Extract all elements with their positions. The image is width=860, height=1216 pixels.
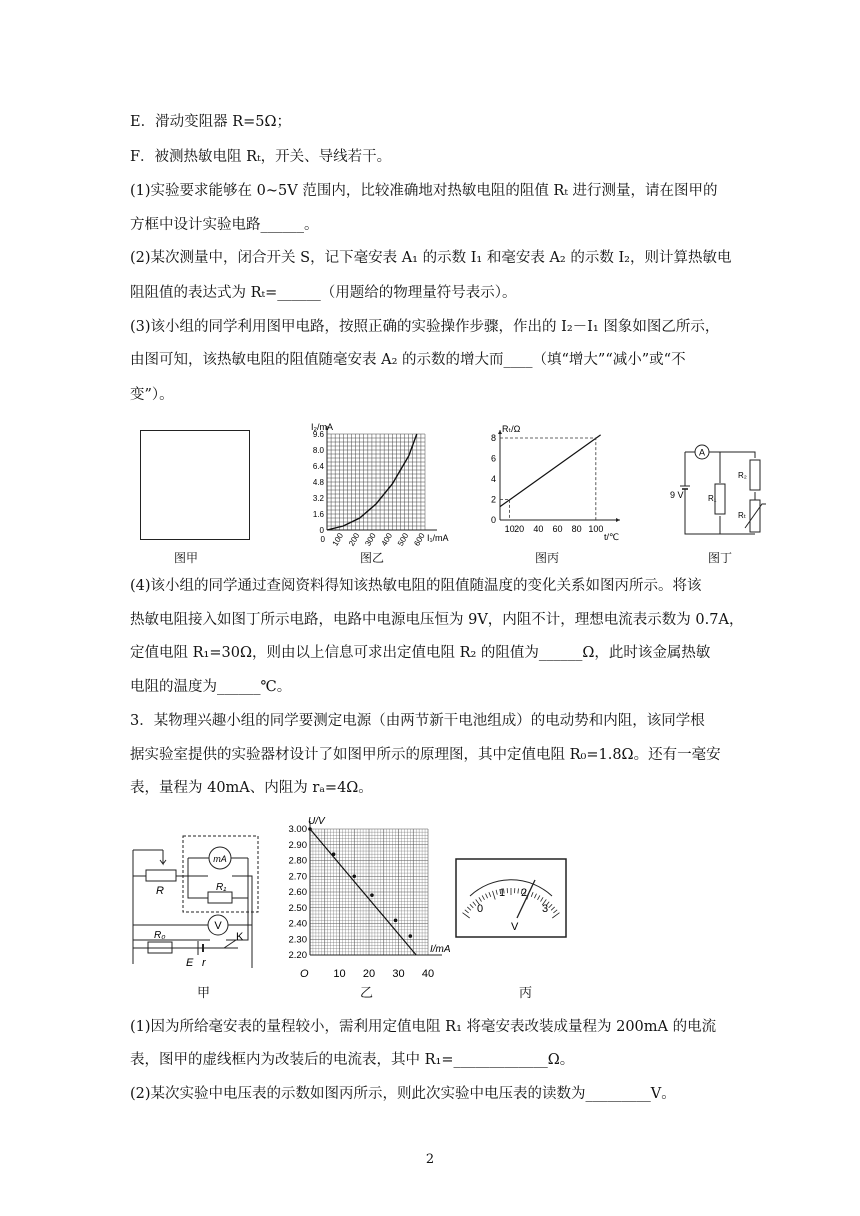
- tick-label: 0: [320, 535, 325, 544]
- switch-k: [208, 940, 236, 948]
- figure-caption: 乙: [360, 986, 374, 1001]
- text-line: (3)该小组的同学利用图甲电路，按照正确的实验操作步骤，作出的 I₂－I₁ 图象如图乙所示，: [130, 319, 720, 335]
- tick-label: 40: [421, 968, 435, 980]
- chart-xticks: [321, 531, 427, 548]
- tick-label: 1.6: [312, 510, 324, 519]
- r2-label: R₂: [738, 471, 747, 480]
- resistor-r2: [750, 460, 760, 490]
- circuit-jia: [128, 828, 268, 968]
- tick-label: 3.2: [312, 494, 324, 503]
- text-line: (1)实验要求能够在 0~5V 范围内，比较准确地对热敏电阻的阻值 Rₜ 进行测量，请在图甲的: [130, 183, 718, 199]
- text-line: 阻阻值的表达式为 Rₜ=______（用题给的物理量符号表示）。: [130, 285, 517, 301]
- thermistor-slash: [745, 504, 766, 528]
- tick-label: 30: [392, 968, 405, 980]
- text-line: 据实验室提供的实验器材设计了如图甲所示的原理图，其中定值电阻 R₀=1.8Ω。还有一毫安: [130, 747, 721, 763]
- chart-yticks: [313, 430, 325, 535]
- resistor-r1: [208, 892, 232, 903]
- chart-grid: [310, 821, 442, 955]
- milliammeter-label: mA: [213, 854, 227, 864]
- dial-label: 0: [477, 903, 484, 915]
- figure-caption: 图丁: [708, 551, 733, 565]
- dial-label: 3: [542, 903, 549, 915]
- label-r1: R₁: [216, 882, 227, 893]
- tick-label: 2.30: [288, 934, 307, 946]
- guide-line: [500, 438, 596, 520]
- chart-axes: [498, 430, 620, 522]
- data-point: [308, 827, 312, 831]
- tick-label: 40: [533, 524, 544, 534]
- circuit-wire: [133, 850, 248, 940]
- circuit-ding: [670, 438, 770, 538]
- resistor-r1: [715, 484, 725, 514]
- tick-label: 20: [362, 968, 376, 980]
- figure-caption: 丙: [519, 986, 533, 1001]
- chart-origin: O: [300, 968, 309, 980]
- tick-label: 600: [412, 531, 427, 548]
- tick-label: 8.0: [312, 446, 324, 455]
- chart-grid: [327, 426, 437, 530]
- text-line: F．被测热敏电阻 Rₜ，开关、导线若干。: [130, 149, 392, 165]
- tick-label: 300: [363, 531, 378, 548]
- chart-yi-top: [295, 420, 455, 555]
- text-line: 表，图甲的虚线框内为改装后的电流表，其中 R₁=_____________Ω。: [130, 1052, 575, 1068]
- dial-label: 1: [499, 887, 506, 899]
- text-line: (4)该小组的同学通过查阅资料得知该热敏电阻的阻值随温度的变化关系如图丙所示。将该: [130, 578, 702, 594]
- tick-label: 6.4: [312, 462, 324, 471]
- chart-ylabel: I₂/mA: [311, 422, 333, 432]
- chart-xlabel: I/mA: [430, 944, 451, 955]
- tick-label: 2.40: [288, 918, 307, 930]
- tick-label: 20: [514, 524, 525, 534]
- voltmeter-label: V: [214, 920, 222, 932]
- text-line: E．滑动变阻器 R=5Ω；: [130, 114, 292, 130]
- label-r0: R₀: [154, 930, 166, 941]
- tick-label: 2.60: [288, 887, 307, 898]
- tick-label: 2.20: [288, 950, 307, 961]
- tick-label: 10: [504, 524, 515, 534]
- figure-caption: 图乙: [360, 551, 385, 565]
- chart-series: [308, 827, 416, 955]
- tick-label: 60: [552, 524, 563, 534]
- text-line: 方框中设计实验电路______。: [130, 217, 319, 233]
- tick-label: 3.00: [288, 824, 307, 835]
- chart-yi-bottom: [278, 815, 458, 980]
- voltage-label: 9 V: [670, 490, 684, 500]
- ammeter-label: A: [698, 447, 706, 458]
- tick-label: 2: [490, 494, 496, 505]
- figure-caption: 图甲: [174, 551, 199, 565]
- x-arrow: [616, 518, 620, 522]
- text-line: 由图可知，该热敏电阻的阻值随毫安表 A₂ 的示数的增大而____（填“增大”“减小”或“不: [130, 352, 686, 368]
- data-point: [370, 893, 374, 897]
- chart-ylabel: Rₜ/Ω: [502, 424, 521, 434]
- tick-label: 4: [490, 474, 496, 484]
- circuit-wire: [248, 876, 252, 968]
- label-k: K: [236, 931, 244, 943]
- dial-unit: V: [511, 921, 519, 933]
- tick-label: 100: [588, 524, 604, 534]
- rheostat-r: [146, 870, 176, 881]
- text-line: (2)某次测量中，闭合开关 S，记下毫安表 A₁ 的示数 I₁ 和毫安表 A₂ 的示数 I₂，则计算热敏电: [130, 250, 732, 266]
- label-r: R: [156, 885, 164, 897]
- figure-caption: 图丙: [535, 551, 560, 565]
- chart-series: [500, 435, 601, 520]
- data-point: [352, 874, 356, 878]
- text-line: (1)因为所给毫安表的量程较小，需利用定值电阻 R₁ 将毫安表改装成量程为 200mA 的电流: [130, 1019, 717, 1035]
- data-point: [332, 852, 336, 856]
- text-line: 热敏电阻接入如图丁所示电路，电路中电源电压恒为 9V，内阻不计，理想电流表示数为 0.7A，: [130, 612, 744, 628]
- chart-yticks: [289, 824, 308, 961]
- tick-label: 100: [330, 531, 346, 548]
- figure-caption: 甲: [197, 986, 211, 1001]
- chart-xticks: [333, 968, 434, 980]
- data-point: [394, 919, 398, 923]
- text-line: (2)某次实验中电压表的示数如图丙所示，则此次实验中电压表的读数为_________V。: [130, 1086, 676, 1102]
- chart-ylabel: U/V: [308, 816, 325, 827]
- tick-label: 0: [319, 526, 324, 535]
- text-line: 变”）。: [130, 387, 174, 403]
- tick-label: 8: [490, 433, 496, 443]
- tick-label: 10: [333, 968, 346, 980]
- chart-xlabel: I₁/mA: [427, 533, 449, 543]
- tick-label: 80: [571, 524, 582, 534]
- r1-label: R₁: [708, 494, 717, 503]
- tick-label: 9.6: [312, 430, 324, 439]
- chart-xlabel: t/℃: [604, 532, 620, 542]
- text-line: 3．某物理兴趣小组的同学要测定电源（由两节新干电池组成）的电动势和内阻，该同学根: [130, 713, 705, 729]
- chart-xticks: [505, 524, 604, 534]
- data-point: [409, 934, 413, 938]
- dial-label: 2: [521, 887, 528, 899]
- tick-label: 4.8: [312, 478, 324, 487]
- tick-label: 400: [379, 531, 395, 548]
- chart-bing-top: [480, 420, 625, 545]
- tick-label: 2.70: [288, 871, 307, 883]
- tick-label: 6: [490, 453, 496, 464]
- text-line: 电阻的温度为______℃。: [130, 679, 292, 695]
- page-number: 2: [425, 1152, 435, 1167]
- tick-label: 2.50: [288, 902, 307, 914]
- text-line: 表，量程为 40mA、内阻为 rₐ=4Ω。: [130, 780, 373, 796]
- tick-label: 2.80: [288, 855, 307, 867]
- figure-jia: [140, 430, 250, 540]
- tick-label: 0: [490, 515, 496, 525]
- label-e: E: [186, 957, 194, 968]
- series-line: [500, 435, 601, 507]
- tick-label: 500: [395, 531, 411, 548]
- rt-label: Rₜ: [738, 511, 747, 520]
- text-line: 定值电阻 R₁=30Ω，则由以上信息可求出定值电阻 R₂ 的阻值为______Ω，此时该金属热敏: [130, 645, 711, 661]
- tick-label: 200: [346, 531, 362, 548]
- thermistor: [750, 500, 760, 532]
- label-r-internal: r: [202, 957, 206, 968]
- tick-label: 2.90: [288, 839, 307, 851]
- slider-arrow: [160, 850, 166, 864]
- voltmeter-dial: [455, 858, 567, 938]
- chart-yticks: [491, 433, 496, 525]
